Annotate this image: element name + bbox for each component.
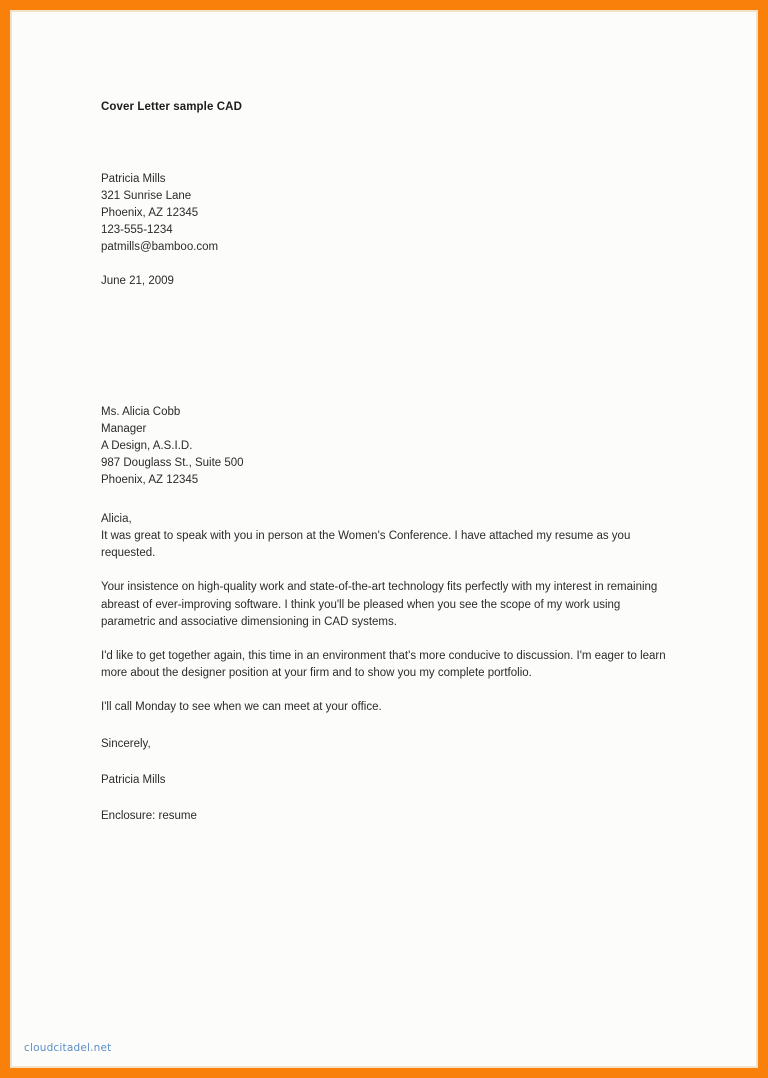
- page-title: Cover Letter sample CAD: [101, 101, 242, 113]
- recipient-job-title: Manager: [101, 423, 147, 435]
- sender-address-block: [101, 171, 677, 256]
- letter-date: June 21, 2009: [101, 275, 174, 287]
- recipient-city-state-zip: Phoenix, AZ 12345: [101, 474, 199, 486]
- recipient-company: A Design, A.S.I.D.: [101, 440, 193, 452]
- recipient-name: Ms. Alicia Cobb: [101, 406, 181, 418]
- sender-phone: 123-555-1234: [101, 224, 173, 236]
- sender-email: patmills@bamboo.com: [101, 241, 219, 253]
- closing: Sincerely,: [101, 737, 151, 750]
- body-paragraph-1: It was great to speak with you in person at the Women's Conference. I have attached my resume as you requested.: [101, 530, 631, 560]
- cover-letter: [101, 100, 677, 825]
- sender-name: Patricia Mills: [101, 173, 166, 185]
- watermark-cloudcitadel: cloudcitadel.net: [24, 1042, 112, 1054]
- sender-street: 321 Sunrise Lane: [101, 190, 192, 202]
- body-paragraph-3: I'd like to get together again, this time in an environment that's more conducive to discussion. I'm eager to learn more about the designer position at your firm and to show you my complete portfolio.: [101, 650, 666, 680]
- body-paragraph-2: Your insistence on high-quality work and state-of-the-art technology fits perfectly with my interest in remaining abreast of ever-improving software. I think you'll be pleased when you see the scope of my work using parametric and associative dimensioning in CAD systems.: [101, 581, 658, 628]
- salutation: Alicia,: [101, 513, 132, 525]
- document-paper: [12, 12, 756, 1066]
- enclosure-note: Enclosure: resume: [101, 809, 197, 822]
- recipient-address-block: [101, 404, 677, 489]
- sender-city-state-zip: Phoenix, AZ 12345: [101, 207, 199, 219]
- recipient-street: 987 Douglass St., Suite 500: [101, 457, 244, 469]
- body-paragraph-4: I'll call Monday to see when we can meet at your office.: [101, 701, 382, 714]
- signature-name: Patricia Mills: [101, 773, 166, 786]
- paper-bevel: [10, 10, 758, 1068]
